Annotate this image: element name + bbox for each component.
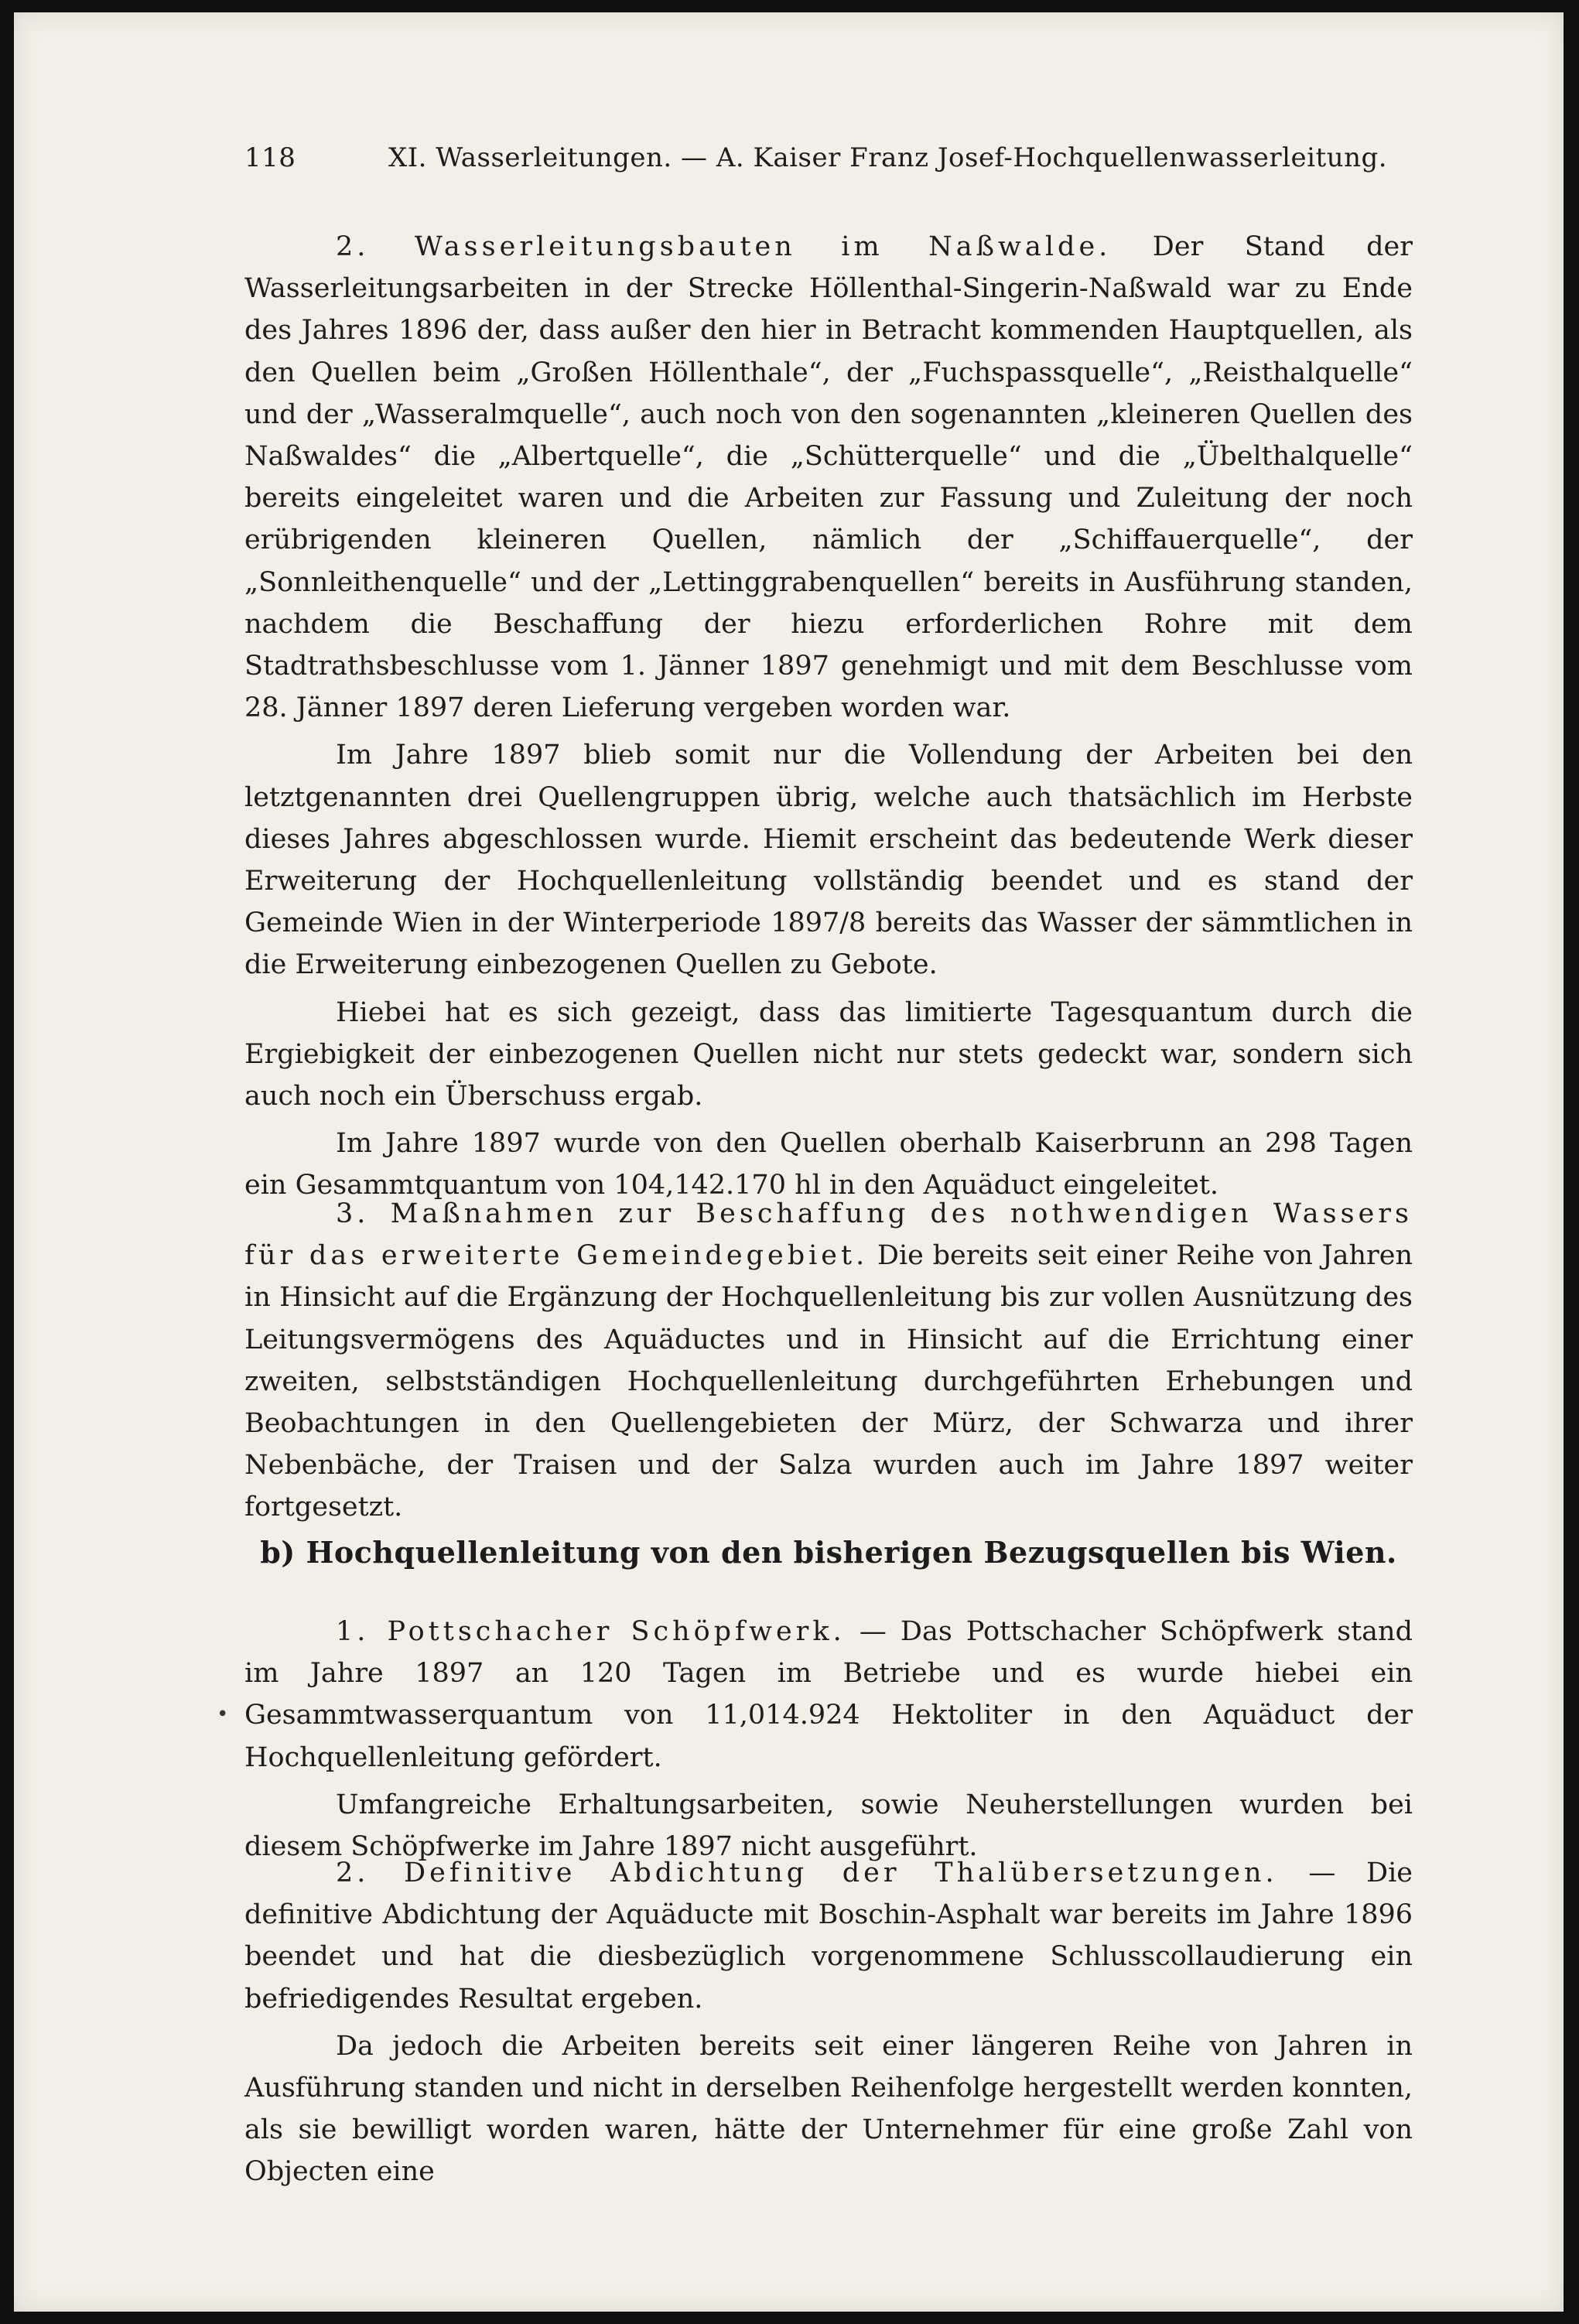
section-3 xyxy=(244,1193,1413,1529)
section-2-paragraph-2: Im Jahre 1897 blieb somit nur die Vollendung der Arbeiten bei den letztgenannten drei Quellengruppen übrig, welche auch thatsächlich im Herbste dieses Jahres abgeschlossen wurde. Hiemit erscheint das bedeutende Werk dieser Erweiterung der Hochquellenleitung vollständig beendet und es stand der Gemeinde Wien in der Winterperiode 1897/8 bereits das Wasser der sämmtlichen in die Erweiterung einbezogenen Quellen zu Gebote. xyxy=(244,740,1413,981)
section-2-text: Der Stand der Wasserleitungsarbeiten in der Strecke Höllenthal-Singerin-Naßwald war zu Ende des Jahres 1896 der, dass außer den hier in Betracht kommenden Hauptquellen, als den Quellen beim „Großen Höllenthale“, der „Fuchspassquelle“, „Reisthalquelle“ und der „Wasseralmquelle“, auch noch von den sogenannten „kleineren Quellen des Naßwaldes“ die „Albertquelle“, die „Schütterquelle“ und die „Übelthalquelle“ bereits eingeleitet waren und die Arbeiten zur Fassung und Zuleitung der noch erübrigenden kleineren Quellen, nämlich der „Schiffauerquelle“, der „Sonnleithenquelle“ und der „Lettinggrabenquellen“ bereits in Ausführung standen, nachdem die Beschaffung der hiezu erforderlichen Rohre mit dem Stadtrathsbeschlusse vom 1. Jänner 1897 genehmigt und mit dem Beschlusse vom 28. Jänner 1897 deren Lieferung vergeben worden war. xyxy=(244,231,1413,724)
section-b1-label: 1. Pottschacher Schöpfwerk. xyxy=(336,1616,846,1647)
section-3-label: 3. Maßnahmen zur Beschaffung des nothwendigen Wassers für das erweiterte Gemeindegebiet. xyxy=(244,1198,1413,1272)
section-b1 xyxy=(244,1611,1413,1868)
scanned-page xyxy=(14,12,1564,2312)
section-b1-paragraph-2: Umfangreiche Erhaltungsarbeiten, sowie Neuherstellungen wurden bei diesem Schöpfwerke im Jahre 1897 nicht ausgeführt. xyxy=(244,1789,1413,1863)
page-number: 118 xyxy=(244,142,296,173)
section-b2 xyxy=(244,1852,1413,2193)
section-b1-text: — Das Pottschacher Schöpfwerk stand im Jahre 1897 an 120 Tagen im Betriebe und es wurde hiebei ein Gesammtwasserquantum von 11,014.924 Hektoliter in den Aquäduct der Hochquellenleitung gefördert. xyxy=(244,1616,1413,1773)
running-title: XI. Wasserleitungen. — A. Kaiser Franz Josef-Hochquellenwasserleitung. xyxy=(388,142,1388,173)
section-3-paragraph xyxy=(244,1193,1413,1529)
margin-mark: • xyxy=(217,1703,229,1726)
section-2-paragraph-3: Hiebei hat es sich gezeigt, dass das limitierte Tagesquantum durch die Ergiebigkeit der einbezogenen Quellen nicht nur stets gedeckt war, sondern sich auch noch ein Überschuss ergab. xyxy=(244,996,1413,1112)
section-b2-paragraph-1 xyxy=(244,1852,1413,2020)
section-2 xyxy=(244,226,1413,1207)
section-3-text: Die bereits seit einer Reihe von Jahren in Hinsicht auf die Ergänzung der Hochquellenleitung bis zur vollen Ausnützung des Leitungsvermögens des Aquäductes und in Hinsicht auf die Errichtung einer zweiten, selbstständigen Hochquellenleitung durchgeführten Erhebungen und Beobachtungen in den Quellengebieten der Mürz, der Schwarza und ihrer Nebenbäche, der Traisen und der Salza wurden auch im Jahre 1897 weiter fortgesetzt. xyxy=(244,1240,1413,1523)
section-b2-paragraph-2: Da jedoch die Arbeiten bereits seit einer längeren Reihe von Jahren in Ausführung standen und nicht in derselben Reihenfolge hergestellt werden konnten, als sie bewilligt worden waren, hätte der Unternehmer für eine große Zahl von Objecten eine xyxy=(244,2030,1413,2188)
section-2-label: 2. Wasserleitungsbauten im Naßwalde. xyxy=(336,231,1112,262)
section-b1-paragraph-1 xyxy=(244,1611,1413,1779)
section-b2-label: 2. Definitive Abdichtung der Thalübersetzungen. xyxy=(336,1857,1278,1888)
section-2-paragraph-1 xyxy=(244,226,1413,729)
section-2-paragraph-4: Im Jahre 1897 wurde von den Quellen oberhalb Kaiserbrunn an 298 Tagen ein Gesammtquantum von 104,142.170 hl in den Aquäduct eingeleitet. xyxy=(244,1128,1413,1201)
section-b2-text: — Die definitive Abdichtung der Aquäducte mit Boschin-Asphalt war bereits im Jahre 1896 beendet und hat die diesbezüglich vorgenommene Schlusscollaudierung ein befriedigendes Resultat ergeben. xyxy=(244,1857,1413,2015)
section-b-heading: b) Hochquellenleitung von den bisherigen Bezugsquellen bis Wien. xyxy=(260,1535,1397,1570)
